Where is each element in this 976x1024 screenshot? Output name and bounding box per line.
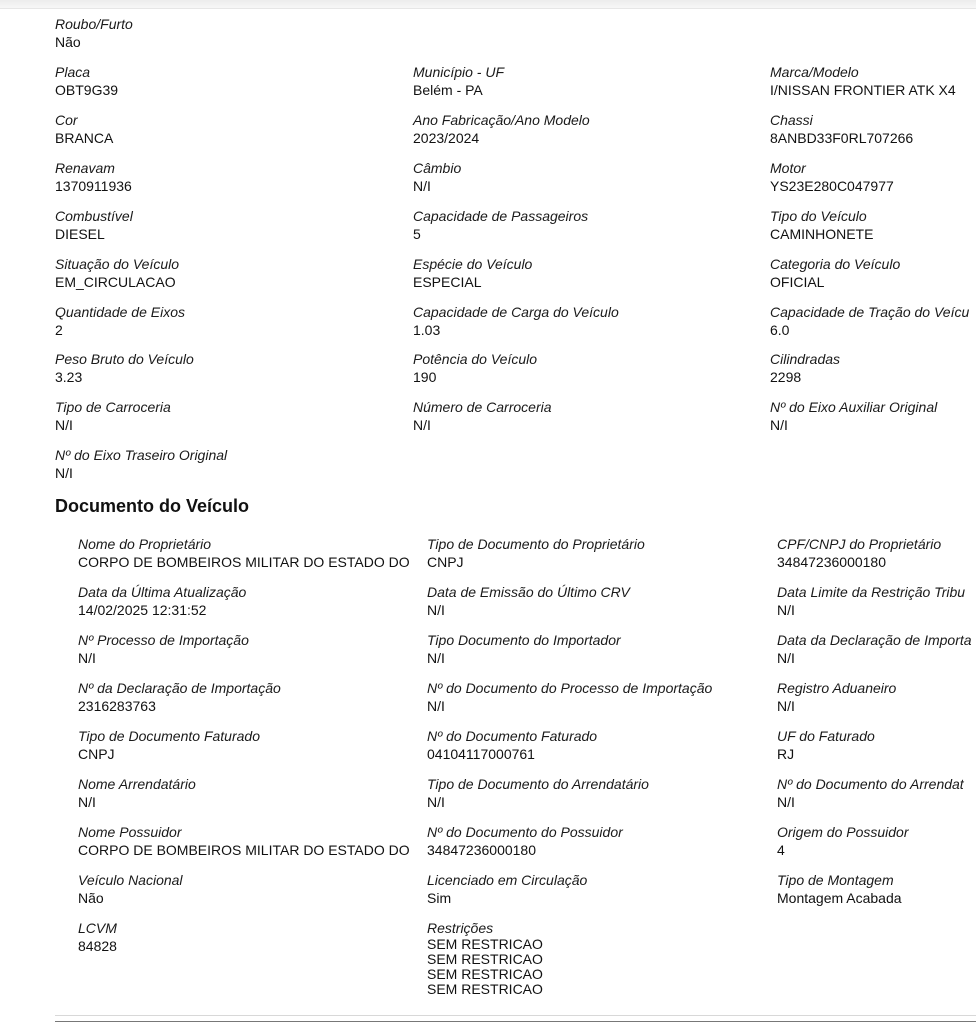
field-label: Capacidade de Carga do Veículo xyxy=(413,304,619,320)
field-cambio xyxy=(413,159,461,195)
field-label: Nº Processo de Importação xyxy=(78,632,249,648)
field-value: YS23E280C047977 xyxy=(770,178,894,194)
divider xyxy=(55,1021,976,1022)
field-value: N/I xyxy=(413,417,431,433)
field-tipo-carroceria xyxy=(55,398,171,434)
field-placa xyxy=(55,63,118,99)
field-quantidade-eixos xyxy=(55,303,185,339)
field-label: Tipo do Veículo xyxy=(770,208,867,224)
field-label: Nome Arrendatário xyxy=(78,776,196,792)
field-label: Espécie do Veículo xyxy=(413,256,533,272)
field-cor xyxy=(55,111,113,147)
field-label: Tipo de Montagem xyxy=(777,872,894,888)
field-value: N/I xyxy=(55,465,73,481)
field-value: RJ xyxy=(777,746,795,762)
field-renavam xyxy=(55,159,132,195)
field-num-doc-possuidor xyxy=(427,823,623,859)
field-value: 2298 xyxy=(770,369,802,385)
field-value: N/I xyxy=(777,794,795,810)
field-value: CORPO DE BOMBEIROS MILITAR DO ESTADO DO xyxy=(78,842,410,858)
field-label: Veículo Nacional xyxy=(78,872,183,888)
field-municipio-uf xyxy=(413,63,504,99)
field-value: 1370911936 xyxy=(55,178,132,194)
field-value: DIESEL xyxy=(55,226,105,242)
field-licenciado-circulacao xyxy=(427,871,587,907)
field-value: N/I xyxy=(427,794,445,810)
field-nome-possuidor xyxy=(78,823,410,859)
field-value: N/I xyxy=(777,698,795,714)
field-origem-possuidor xyxy=(777,823,909,859)
field-value: EM_CIRCULACAO xyxy=(55,274,176,290)
field-label: Peso Bruto do Veículo xyxy=(55,351,194,367)
field-value: 5 xyxy=(413,226,421,242)
field-label: Nº do Documento do Arrendat xyxy=(777,776,964,792)
field-cilindradas xyxy=(770,350,840,386)
field-value: CORPO DE BOMBEIROS MILITAR DO ESTADO DO xyxy=(78,554,410,570)
field-value: OFICIAL xyxy=(770,274,825,290)
field-registro-aduaneiro xyxy=(777,679,896,715)
field-lcvm xyxy=(78,919,117,955)
field-especie xyxy=(413,255,532,291)
field-label: Nº do Documento Faturado xyxy=(427,728,598,744)
field-label: Tipo Documento do Importador xyxy=(427,632,621,648)
field-label: Capacidade de Passageiros xyxy=(413,208,589,224)
field-label: CPF/CNPJ do Proprietário xyxy=(777,536,942,552)
field-value: N/I xyxy=(777,650,795,666)
field-capacidade-tracao xyxy=(770,303,969,339)
field-tipo-veiculo xyxy=(770,207,873,243)
field-value: 84828 xyxy=(78,938,117,954)
field-chassi xyxy=(770,111,913,147)
field-label: Nº do Documento do Possuidor xyxy=(427,824,623,840)
field-value: Não xyxy=(78,890,104,906)
field-label: Cor xyxy=(55,112,78,128)
field-marca-modelo xyxy=(770,63,956,99)
field-data-emissao-crv xyxy=(427,583,630,619)
field-categoria xyxy=(770,255,900,291)
field-value: N/I xyxy=(427,698,445,714)
field-value: Belém - PA xyxy=(413,82,483,98)
restricao-item: SEM RESTRICAO xyxy=(427,981,543,997)
field-value: Não xyxy=(55,34,81,50)
field-veiculo-nacional xyxy=(78,871,183,907)
field-label: Tipo de Documento do Proprietário xyxy=(427,536,645,552)
field-label: Ano Fabricação/Ano Modelo xyxy=(413,112,590,128)
field-data-limite-restricao xyxy=(777,583,965,619)
field-value: CNPJ xyxy=(427,554,464,570)
field-data-declaracao-importacao xyxy=(777,631,972,667)
field-label: Registro Aduaneiro xyxy=(777,680,897,696)
field-processo-importacao xyxy=(78,631,249,667)
field-label: Nº do Eixo Auxiliar Original xyxy=(770,399,938,415)
field-combustivel xyxy=(55,207,133,243)
field-label: Licenciado em Circulação xyxy=(427,872,588,888)
field-num-doc-processo-importacao xyxy=(427,679,712,715)
field-value: 6.0 xyxy=(770,322,790,338)
field-label: Câmbio xyxy=(413,160,462,176)
field-label: Placa xyxy=(55,64,91,80)
top-edge-bar xyxy=(0,0,976,9)
field-tipo-doc-importador xyxy=(427,631,621,667)
field-label: Renavam xyxy=(55,160,115,176)
field-cpf-cnpj-proprietario xyxy=(777,535,941,571)
field-label: Nº da Declaração de Importação xyxy=(78,680,281,696)
field-label: UF do Faturado xyxy=(777,728,875,744)
field-numero-carroceria xyxy=(413,398,552,434)
field-label: Nome do Proprietário xyxy=(78,536,212,552)
field-motor xyxy=(770,159,894,195)
field-value: 2 xyxy=(55,322,63,338)
field-label: Cilindradas xyxy=(770,351,841,367)
field-label: Origem do Possuidor xyxy=(777,824,909,840)
field-value: 8ANBD33F0RL707266 xyxy=(770,130,914,146)
field-nome-proprietario xyxy=(78,535,410,571)
field-label: Nome Possuidor xyxy=(78,824,182,840)
field-label: Motor xyxy=(770,160,806,176)
field-value: 34847236000180 xyxy=(777,554,887,570)
field-tipo-montagem xyxy=(777,871,902,907)
field-peso-bruto xyxy=(55,350,194,386)
field-roubo-furto xyxy=(55,15,133,51)
field-num-doc-faturado xyxy=(427,727,597,763)
field-eixo-traseiro xyxy=(55,446,227,482)
field-restricoes xyxy=(427,919,543,997)
field-situacao xyxy=(55,255,179,291)
field-value: OBT9G39 xyxy=(55,82,119,98)
restricao-item: SEM RESTRICAO xyxy=(427,966,543,982)
field-tipo-doc-faturado xyxy=(78,727,260,763)
field-ano xyxy=(413,111,590,147)
field-label: LCVM xyxy=(78,920,117,936)
field-value: N/I xyxy=(78,650,96,666)
field-label: Quantidade de Eixos xyxy=(55,304,185,320)
field-label: Nº do Documento do Processo de Importação xyxy=(427,680,713,696)
field-label: Marca/Modelo xyxy=(770,64,859,80)
field-label: Tipo de Documento do Arrendatário xyxy=(427,776,649,792)
field-value: N/I xyxy=(55,417,73,433)
field-value: N/I xyxy=(78,794,96,810)
divider xyxy=(55,1015,976,1016)
field-potencia xyxy=(413,350,537,386)
field-value: Montagem Acabada xyxy=(777,890,902,906)
restricao-item: SEM RESTRICAO xyxy=(427,951,543,967)
field-num-doc-arrendatario xyxy=(777,775,964,811)
field-value: 1.03 xyxy=(413,322,441,338)
field-value: I/NISSAN FRONTIER ATK X4 xyxy=(770,82,956,98)
field-value: N/I xyxy=(770,417,788,433)
field-value: 2316283763 xyxy=(78,698,156,714)
field-label: Potência do Veículo xyxy=(413,351,538,367)
field-label: Nº do Eixo Traseiro Original xyxy=(55,447,228,463)
field-capacidade-carga xyxy=(413,303,619,339)
field-value: ESPECIAL xyxy=(413,274,482,290)
field-num-declaracao-importacao xyxy=(78,679,281,715)
section-heading-documento: Documento do Veículo xyxy=(55,496,250,516)
field-label: Município - UF xyxy=(413,64,505,80)
field-eixo-auxiliar xyxy=(770,398,937,434)
field-value: 190 xyxy=(413,369,437,385)
restricao-item: SEM RESTRICAO xyxy=(427,936,543,952)
field-value: CNPJ xyxy=(78,746,115,762)
field-label: Restrições xyxy=(427,920,494,936)
field-value: 2023/2024 xyxy=(413,130,480,146)
field-value: Sim xyxy=(427,890,452,906)
field-value: 3.23 xyxy=(55,369,83,385)
field-tipo-doc-proprietario xyxy=(427,535,645,571)
field-label: Roubo/Furto xyxy=(55,16,133,32)
field-nome-arrendatario xyxy=(78,775,196,811)
field-label: Chassi xyxy=(770,112,813,128)
field-value: 14/02/2025 12:31:52 xyxy=(78,602,207,618)
field-value: N/I xyxy=(777,602,795,618)
field-value: CAMINHONETE xyxy=(770,226,874,242)
field-value: 04104117000761 xyxy=(427,746,535,762)
field-uf-faturado xyxy=(777,727,875,763)
field-value: N/I xyxy=(427,650,445,666)
field-label: Número de Carroceria xyxy=(413,399,552,415)
field-value: 34847236000180 xyxy=(427,842,537,858)
field-label: Data Limite da Restrição Tribu xyxy=(777,584,966,600)
field-label: Tipo de Carroceria xyxy=(55,399,171,415)
field-label: Capacidade de Tração do Veícu xyxy=(770,304,970,320)
field-value: 4 xyxy=(777,842,785,858)
field-data-ultima-atualizacao xyxy=(78,583,246,619)
field-label: Data da Declaração de Importa xyxy=(777,632,972,648)
field-label: Data de Emissão do Último CRV xyxy=(427,584,630,600)
field-value: N/I xyxy=(413,178,431,194)
field-label: Combustível xyxy=(55,208,133,224)
field-capacidade-passageiros xyxy=(413,207,588,243)
field-label: Tipo de Documento Faturado xyxy=(78,728,260,744)
field-label: Categoria do Veículo xyxy=(770,256,901,272)
field-value: BRANCA xyxy=(55,130,114,146)
field-label: Situação do Veículo xyxy=(55,256,180,272)
field-tipo-doc-arrendatario xyxy=(427,775,649,811)
field-value: N/I xyxy=(427,602,445,618)
field-label: Data da Última Atualização xyxy=(78,584,247,600)
